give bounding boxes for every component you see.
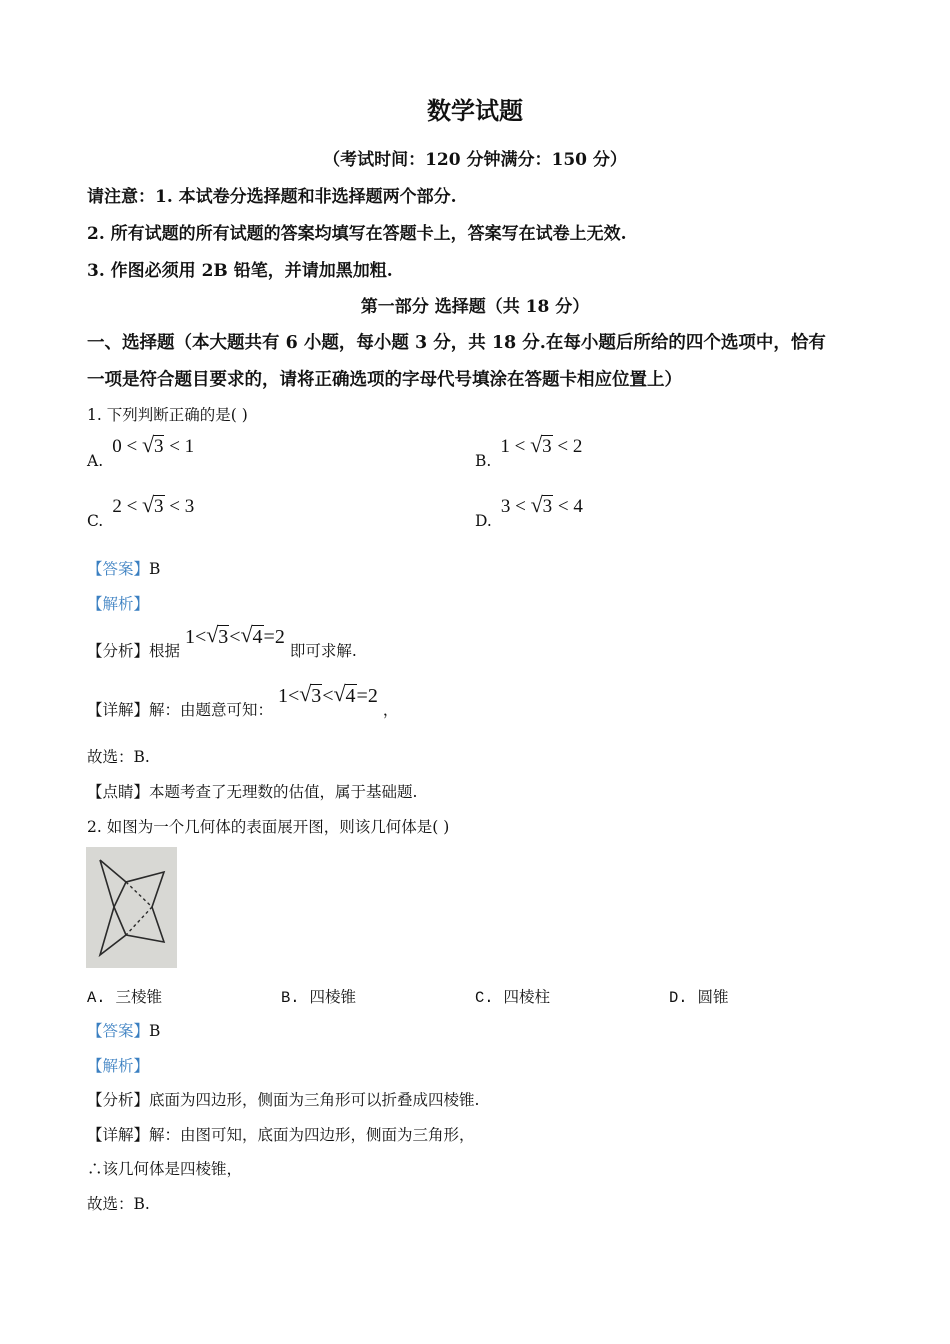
- math-num: 1: [277, 685, 288, 707]
- option-letter: C.: [87, 512, 104, 530]
- q2-option-b[interactable]: [281, 985, 356, 1007]
- net-figure: [86, 847, 177, 968]
- exam-info: （考试时间：120 分钟满分：150 分）: [323, 150, 627, 170]
- radicand: 4: [252, 626, 263, 648]
- q1-option-d[interactable]: [475, 492, 583, 530]
- notice-1: 请注意：1. 本试卷分选择题和非选择题两个部分.: [87, 187, 457, 207]
- radicand: 4: [345, 685, 356, 707]
- math-num: 1: [184, 626, 195, 648]
- option-letter: B.: [475, 452, 492, 470]
- q2-option-a[interactable]: [87, 985, 162, 1007]
- math-op: <: [126, 436, 138, 457]
- sqrt-symbol: √ 3: [299, 681, 322, 707]
- xiangjie-tag: 【详解】: [87, 701, 150, 719]
- sqrt-symbol: √ 3: [142, 492, 164, 517]
- math-op: <: [169, 436, 180, 457]
- q2-xiangjie: [87, 1123, 475, 1145]
- q2-stem: 2. 如图为一个几何体的表面展开图，则该几何体是( ): [87, 818, 450, 836]
- sqrt-symbol: √ 3: [206, 622, 229, 648]
- dianjing-tag: 【点睛】: [87, 783, 150, 801]
- radicand: 3: [154, 496, 164, 517]
- section-instructions-line2: 一项是符合题目要求的，请将正确选项的字母代号填涂在答题卡相应位置上）: [87, 370, 682, 390]
- option-letter: A.: [87, 452, 104, 470]
- xiangjie-pre: 解：由题意可知：: [149, 701, 274, 719]
- sqrt-symbol: √ 3: [530, 492, 553, 517]
- dianjing-text: 本题考查了无理数的估值，属于基础题.: [149, 783, 418, 801]
- math-op: =: [263, 626, 275, 648]
- q1-option-c[interactable]: [87, 492, 195, 530]
- q2-option-c[interactable]: [475, 985, 550, 1007]
- option-text: 三棱锥: [115, 988, 162, 1006]
- option-text: 圆锥: [697, 988, 729, 1006]
- answer-tag: 【答案】: [87, 560, 150, 578]
- math-op: <: [322, 685, 334, 707]
- xiangjie-post: ，: [382, 701, 399, 719]
- xiangjie-text: 解：由图可知，底面为四边形，侧面为三角形，: [149, 1126, 475, 1144]
- q1-option-b[interactable]: [475, 432, 583, 470]
- sqrt-symbol: √ 4: [240, 622, 263, 648]
- math-right: 4: [573, 496, 583, 517]
- q1-dianjing: [87, 780, 417, 802]
- q1-stem: 1. 下列判断正确的是( ): [87, 406, 248, 424]
- math-num: 2: [274, 626, 285, 648]
- option-letter: D.: [475, 512, 492, 530]
- option-inequality: [500, 432, 583, 457]
- q1-option-a[interactable]: [87, 432, 195, 470]
- fenxi-pre: 根据: [149, 642, 181, 660]
- q1-final-choice: 故选：B.: [87, 748, 150, 766]
- math-right: 3: [184, 496, 195, 517]
- fenxi-math: [184, 622, 290, 648]
- option-text: 四棱锥: [309, 988, 356, 1006]
- xiangjie-tag: 【详解】: [87, 1126, 150, 1144]
- math-op: <: [194, 626, 207, 648]
- q2-fenxi: [87, 1088, 479, 1110]
- math-op: <: [515, 496, 526, 517]
- q2-analysis-tag: 【解析】: [87, 1057, 150, 1075]
- section-instructions-line1: 一、选择题（本大题共有 6 小题，每小题 3 分，共 18 分.在每小题后所给的四个选项中，恰有: [87, 333, 826, 353]
- math-num: 2: [367, 685, 378, 707]
- pyramid-net-drawing: [86, 847, 177, 968]
- math-left: 1: [500, 436, 510, 457]
- option-letter: A.: [87, 989, 106, 1007]
- q1-answer: [87, 557, 160, 579]
- option-text: 四棱柱: [503, 988, 550, 1006]
- option-letter: B.: [281, 989, 300, 1007]
- q1-analysis-tag: 【解析】: [87, 595, 150, 613]
- radicand: 3: [542, 436, 552, 457]
- xiangjie-math: [277, 681, 383, 707]
- radicand: 3: [153, 436, 164, 457]
- option-inequality: [500, 492, 583, 517]
- math-op: <: [229, 626, 241, 648]
- math-left: 2: [112, 496, 122, 517]
- q1-xiangjie: [87, 681, 399, 719]
- page-title: 数学试题: [427, 96, 523, 125]
- math-left: 0: [112, 436, 122, 457]
- q2-final-choice: 故选：B.: [87, 1195, 150, 1213]
- math-op: <: [514, 436, 526, 457]
- option-inequality: [112, 492, 195, 517]
- answer-value: B: [149, 1022, 161, 1040]
- math-op: <: [126, 496, 138, 517]
- sqrt-symbol: √ 4: [333, 681, 356, 707]
- fenxi-post: 即可求解.: [289, 642, 357, 660]
- radicand: 3: [311, 685, 322, 707]
- fenxi-tag: 【分析】: [87, 1091, 150, 1109]
- q2-therefore: ∴该几何体是四棱锥，: [87, 1160, 243, 1178]
- math-op: <: [557, 436, 569, 457]
- q1-fenxi: [87, 622, 357, 660]
- math-op: <: [557, 496, 569, 517]
- fenxi-text: 底面为四边形，侧面为三角形可以折叠成四棱锥.: [149, 1091, 480, 1109]
- math-op: <: [287, 685, 300, 707]
- notice-2: 2. 所有试题的所有试题的答案均填写在答题卡上，答案写在试卷上无效.: [87, 224, 627, 244]
- sqrt-symbol: √ 3: [141, 432, 164, 457]
- sqrt-symbol: √ 3: [530, 432, 552, 457]
- fenxi-tag: 【分析】: [87, 642, 150, 660]
- q2-answer: [87, 1019, 160, 1041]
- option-letter: C.: [475, 989, 494, 1007]
- answer-value: B: [149, 560, 161, 578]
- option-inequality: [112, 432, 195, 457]
- math-op: <: [169, 496, 181, 517]
- q2-option-d[interactable]: [669, 985, 728, 1007]
- section-heading: 第一部分 选择题（共 18 分）: [360, 297, 590, 317]
- option-letter: D.: [669, 989, 688, 1007]
- math-op: =: [356, 685, 368, 707]
- math-right: 2: [572, 436, 583, 457]
- radicand: 3: [542, 496, 553, 517]
- math-left: 3: [500, 496, 511, 517]
- notice-3: 3. 作图必须用 2B 铅笔，并请加黑加粗.: [87, 261, 393, 281]
- math-right: 1: [184, 436, 195, 457]
- radicand: 3: [218, 626, 229, 648]
- answer-tag: 【答案】: [87, 1022, 150, 1040]
